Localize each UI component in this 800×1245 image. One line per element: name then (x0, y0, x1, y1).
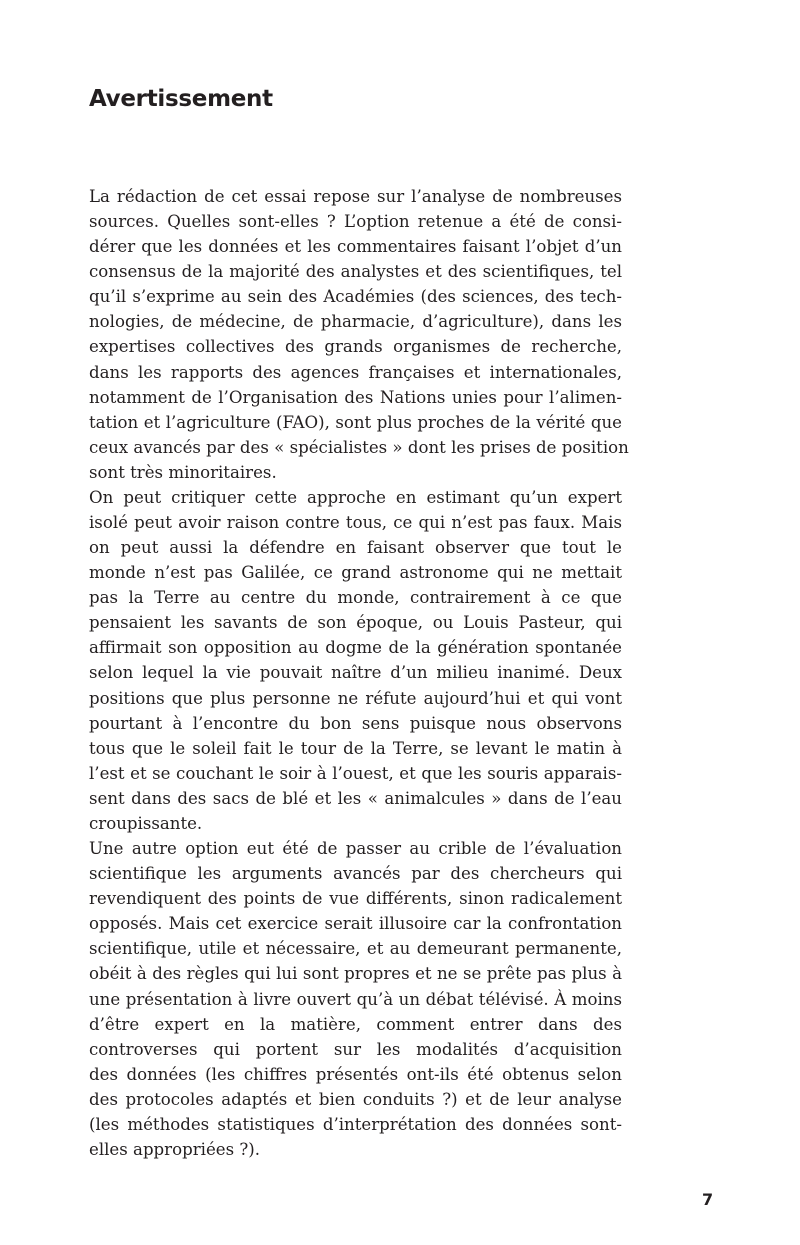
text-line: controverses qui portent sur les modalités d’acquisition (89, 1039, 622, 1059)
text-line: opposés. Mais cet exercice serait illusoire car la confrontation (89, 914, 622, 934)
text-line: revendiquent des points de vue différents, sinon radicalement (89, 889, 622, 909)
text-line: dans les rapports des agences françaises et internationales, (89, 362, 622, 382)
text-line: positions que plus personne ne réfute aujourd’hui et qui vont (89, 688, 622, 708)
text-line: On peut critiquer cette approche en estimant qu’un expert (89, 487, 622, 507)
body-text (89, 184, 629, 1162)
text-line: tation et l’agriculture (FAO), sont plus proches de la vérité que (89, 412, 622, 432)
text-line: selon lequel la vie pouvait naître d’un milieu inanimé. Deux (89, 663, 622, 683)
text-line: expertises collectives des grands organismes de recherche, (89, 337, 622, 357)
text-line: croupissante. (89, 813, 203, 833)
text-line: sources. Quelles sont-elles ? L’option retenue a été de consi- (89, 212, 622, 232)
text-line: obéit à des règles qui lui sont propres et ne se prête pas plus à (89, 964, 622, 984)
text-line: sent dans des sacs de blé et les « animalcules » dans de l’eau (89, 788, 622, 808)
text-line: pensaient les savants de son époque, ou Louis Pasteur, qui (89, 613, 622, 633)
text-line: ceux avancés par des « spécialistes » dont les prises de position (89, 437, 629, 457)
text-line: elles appropriées ?). (89, 1139, 261, 1159)
paragraph (89, 485, 622, 836)
text-line: pourtant à l’encontre du bon sens puisque nous observons (89, 713, 622, 733)
text-line: d’être expert en la matière, comment entrer dans des (89, 1014, 622, 1034)
text-line: on peut aussi la défendre en faisant observer que tout le (89, 538, 622, 558)
text-line: scientifique, utile et nécessaire, et au demeurant permanente, (89, 939, 622, 959)
text-line: monde n’est pas Galilée, ce grand astronome qui ne mettait (89, 563, 622, 583)
text-line: pas la Terre au centre du monde, contrairement à ce que (89, 588, 622, 608)
page-heading: Avertissement (89, 86, 273, 112)
text-line: l’est et se couchant le soir à l’ouest, et que les souris apparais- (89, 763, 622, 783)
text-line: dérer que les données et les commentaires faisant l’objet d’un (89, 237, 622, 257)
text-line: (les méthodes statistiques d’interprétation des données sont- (89, 1114, 622, 1134)
text-line: notamment de l’Organisation des Nations unies pour l’alimen- (89, 387, 622, 407)
text-line: scientifique les arguments avancés par des chercheurs qui (89, 864, 622, 884)
paragraph (89, 836, 622, 1162)
text-line: consensus de la majorité des analystes et des scientifiques, tel (89, 262, 622, 282)
text-line: isolé peut avoir raison contre tous, ce qui n’est pas faux. Mais (89, 513, 622, 533)
text-line: tous que le soleil fait le tour de la Terre, se levant le matin à (89, 738, 622, 758)
text-line: Une autre option eut été de passer au crible de l’évaluation (89, 839, 622, 859)
text-line: une présentation à livre ouvert qu’à un débat télévisé. À moins (89, 989, 622, 1009)
text-line: La rédaction de cet essai repose sur l’analyse de nombreuses (89, 187, 622, 206)
text-line: des données (les chiffres présentés ont-ils été obtenus selon (89, 1064, 622, 1084)
text-line: des protocoles adaptés et bien conduits ?) et de leur analyse (89, 1089, 622, 1109)
text-line: sont très minoritaires. (89, 462, 277, 482)
paragraph (89, 184, 629, 485)
text-line: affirmait son opposition au dogme de la génération spontanée (89, 638, 622, 658)
page-number: 7 (702, 1190, 714, 1209)
text-line: nologies, de médecine, de pharmacie, d’agriculture), dans les (89, 312, 622, 332)
text-line: qu’il s’exprime au sein des Académies (des sciences, des tech- (89, 287, 622, 307)
